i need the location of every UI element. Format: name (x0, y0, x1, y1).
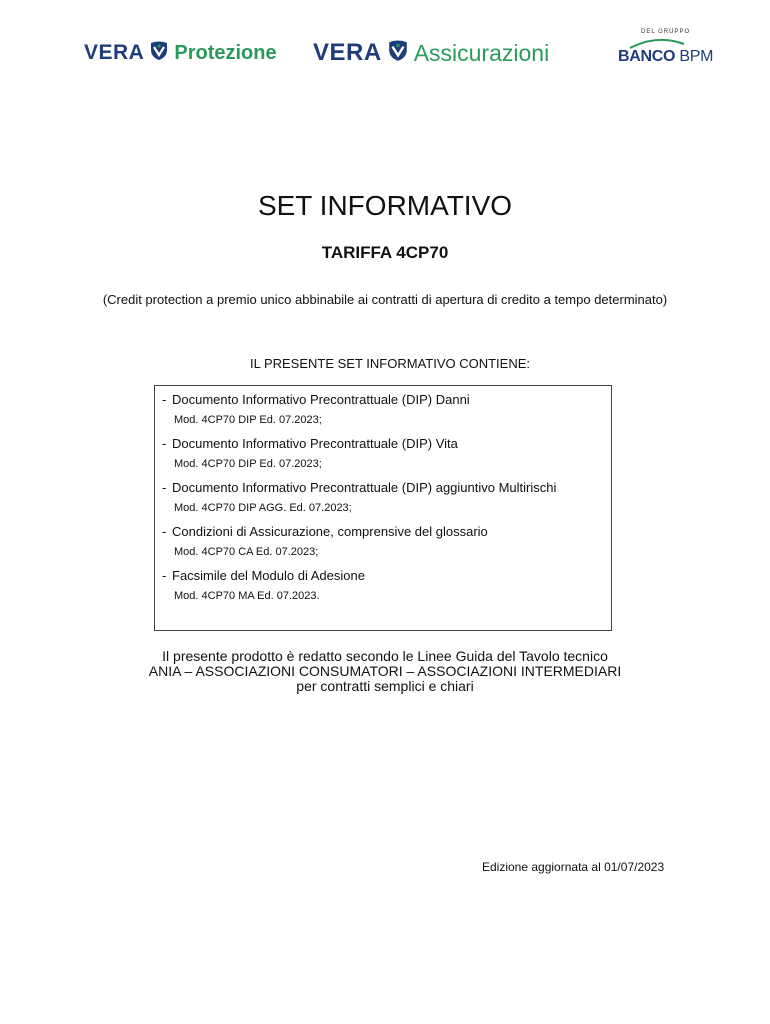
document-item (162, 524, 611, 559)
document-title-text: Facsimile del Modulo di Adesione (172, 568, 365, 583)
assicurazioni-wordmark: Assicurazioni (413, 39, 550, 66)
list-dash: - (162, 436, 167, 451)
document-item (162, 568, 611, 603)
list-dash: - (162, 524, 167, 539)
list-dash: - (162, 392, 167, 407)
tariff-subtitle: TARIFFA 4CP70 (321, 243, 449, 262)
vera-shield-icon (150, 41, 168, 66)
banco-wordmark: BANCO (618, 48, 676, 65)
contents-heading: IL PRESENTE SET INFORMATIVO CONTIENE: (249, 356, 531, 371)
document-title: SET INFORMATIVO (257, 190, 513, 221)
logo-header (0, 28, 770, 78)
document-item (162, 480, 611, 515)
vera-shield-icon (388, 40, 408, 67)
list-dash: - (162, 480, 167, 495)
document-code: Mod. 4CP70 CA Ed. 07.2023; (174, 546, 319, 558)
banco-bpm-group-label: DEL GRUPPO (641, 29, 691, 35)
guideline-line: Il presente prodotto è redatto secondo le Linee Guida del Tavolo tecnico (162, 648, 608, 664)
guideline-line: per contratti semplici e chiari (296, 678, 474, 694)
document-code: Mod. 4CP70 DIP Ed. 07.2023; (174, 414, 322, 426)
banco-bpm-logo (612, 28, 712, 76)
bpm-wordmark: BPM (679, 48, 714, 65)
document-code: Mod. 4CP70 MA Ed. 07.2023. (174, 590, 320, 602)
vera-protezione-logo (84, 38, 277, 68)
document-list-box (154, 385, 612, 631)
document-title-text: Documento Informativo Precontrattuale (DIP) Vita (172, 436, 458, 451)
document-code: Mod. 4CP70 DIP AGG. Ed. 07.2023; (174, 502, 352, 514)
document-title-text: Condizioni di Assicurazione, comprensive del glossario (172, 524, 488, 539)
document-title-text: Documento Informativo Precontrattuale (DIP) aggiuntivo Multirischi (172, 480, 557, 495)
list-dash: - (162, 568, 167, 583)
edition-date: Edizione aggiornata al 01/07/2023 (482, 860, 665, 874)
vera-wordmark: VERA (84, 41, 145, 64)
document-item (162, 392, 611, 427)
vera-wordmark: VERA (313, 39, 382, 66)
product-description: (Credit protection a premio unico abbinabile ai contratti di apertura di credito a tempo determinato) (102, 292, 668, 307)
protezione-wordmark: Protezione (174, 41, 277, 64)
document-title-text: Documento Informativo Precontrattuale (DIP) Danni (172, 392, 470, 407)
guideline-line: ANIA – ASSOCIAZIONI CONSUMATORI – ASSOCIAZIONI INTERMEDIARI (148, 663, 622, 679)
banco-bpm-wordmark (618, 48, 713, 66)
guideline-statement (0, 649, 770, 694)
document-code: Mod. 4CP70 DIP Ed. 07.2023; (174, 458, 322, 470)
document-item (162, 436, 611, 471)
vera-assicurazioni-logo (313, 36, 549, 70)
